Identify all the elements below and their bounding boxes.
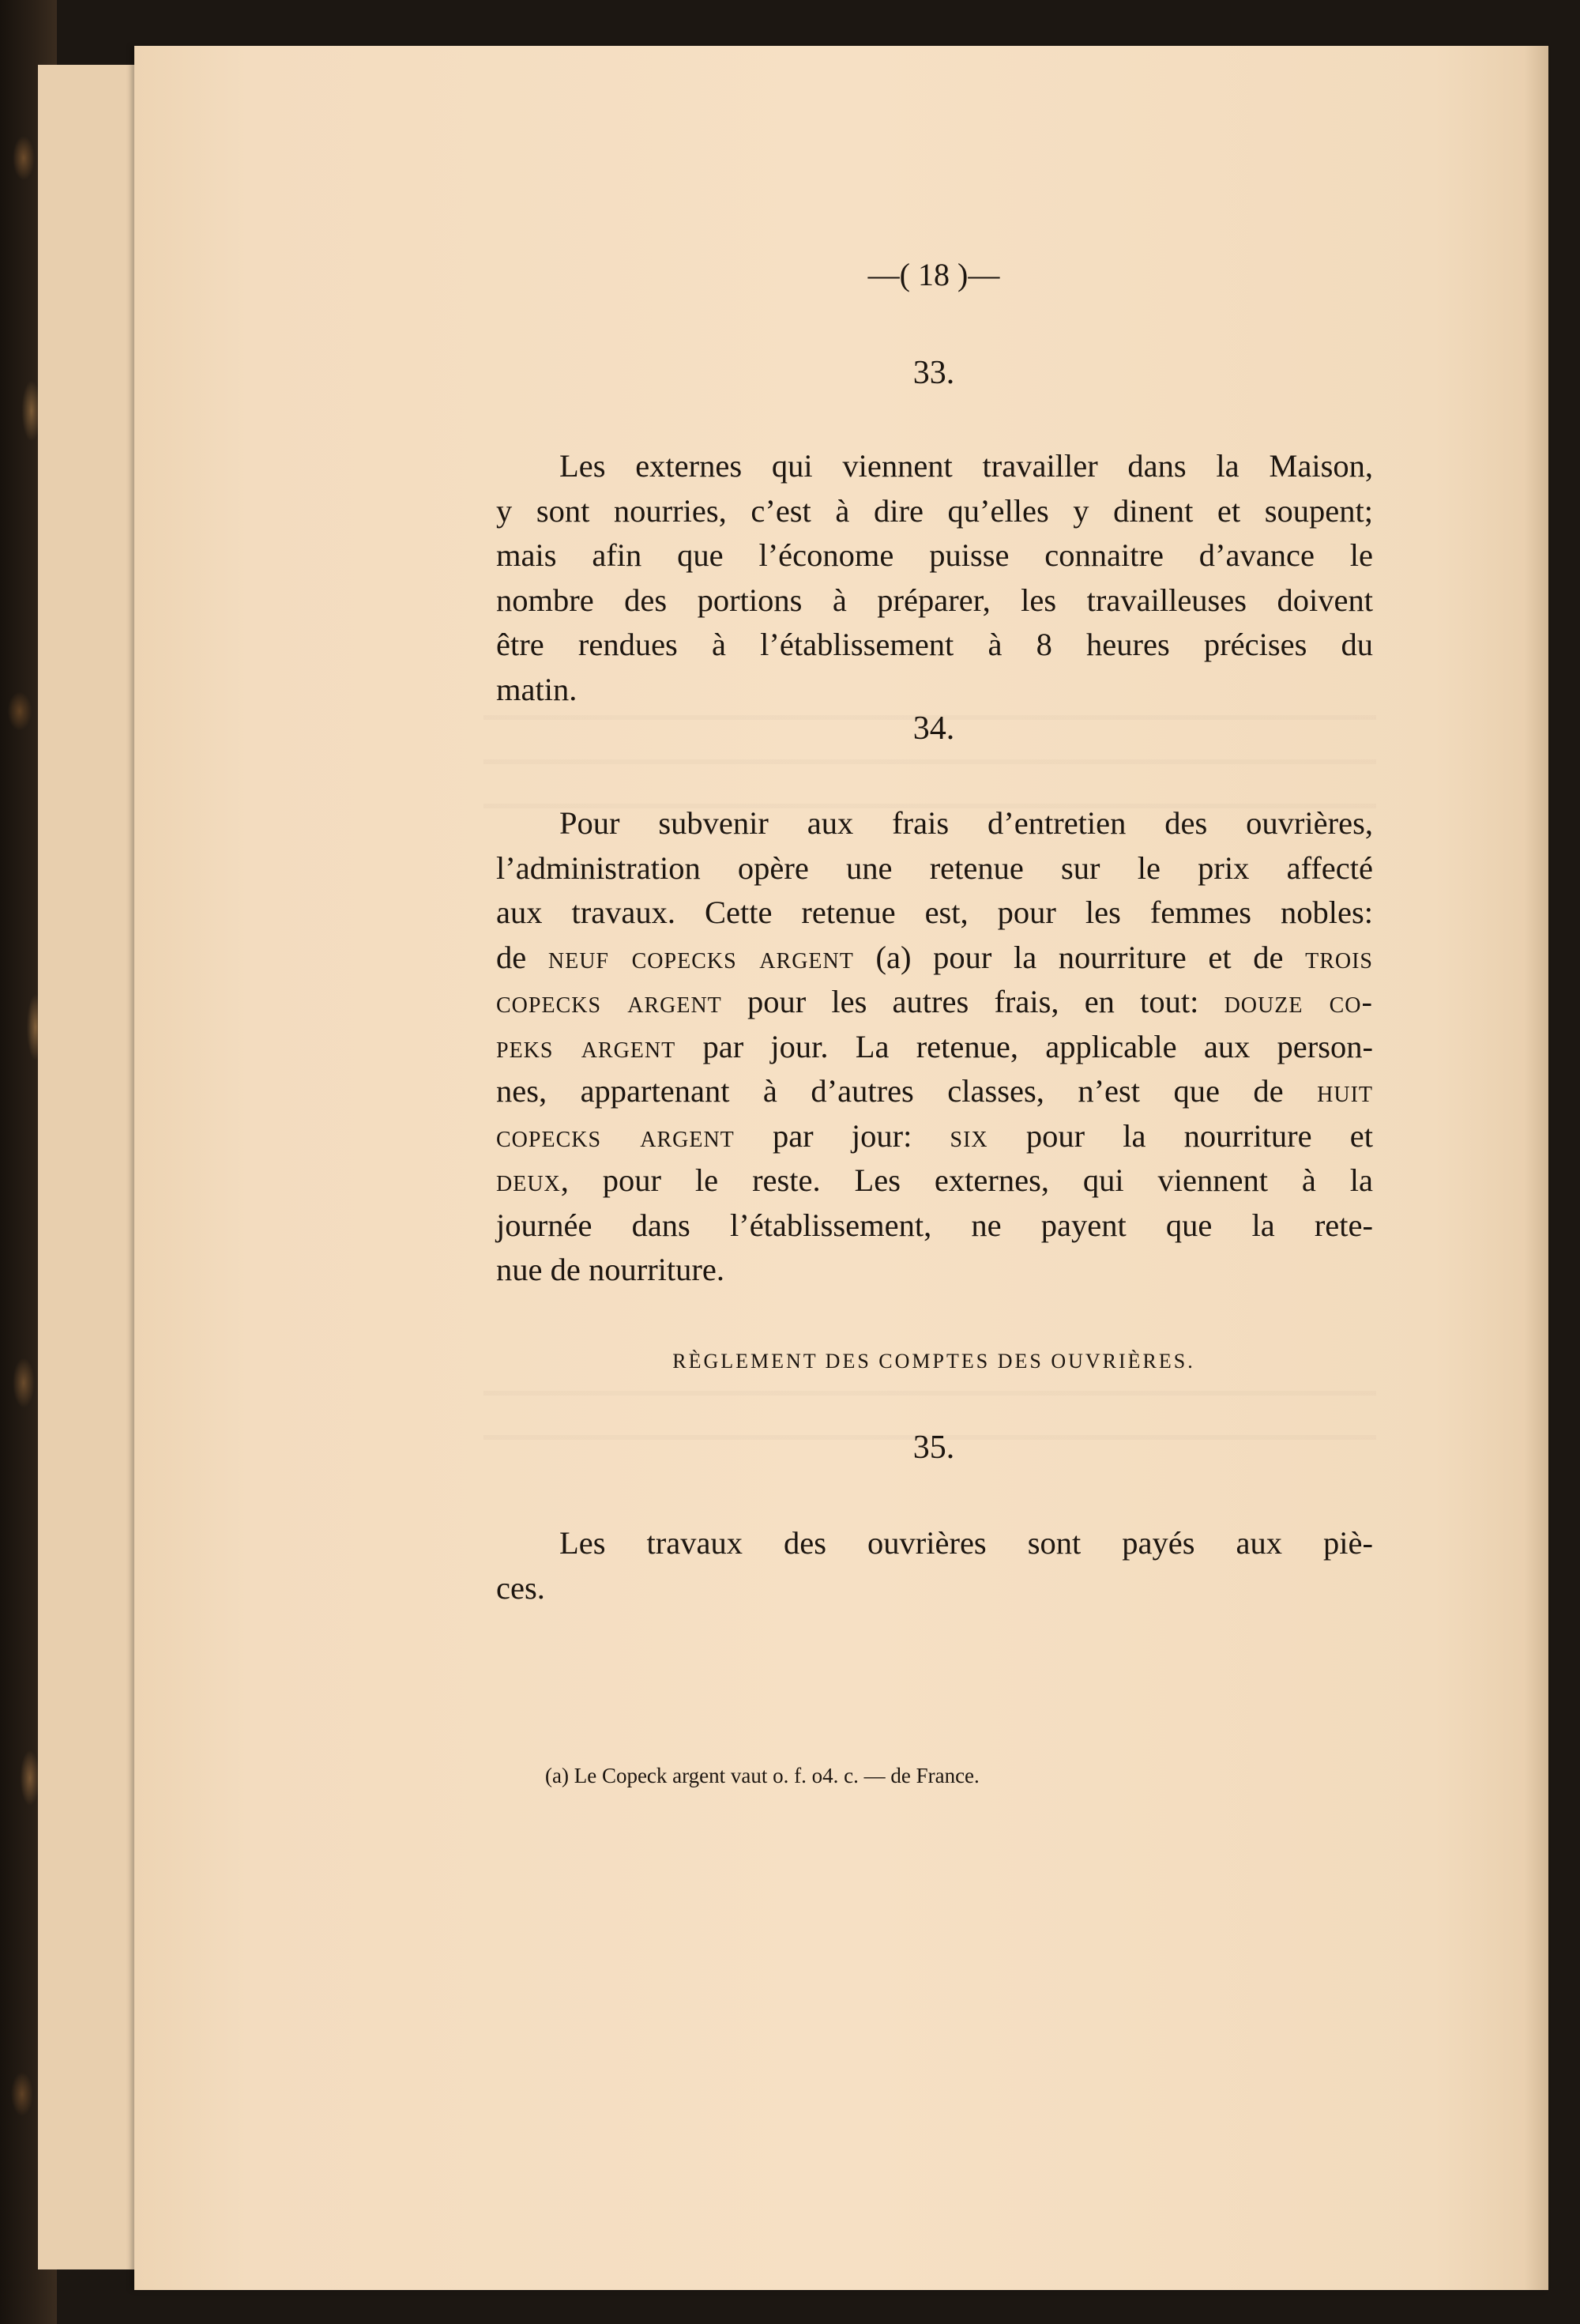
text-segment: peks argent [496, 1028, 676, 1064]
paragraph-article-34 [496, 801, 1373, 1293]
text-segment: pour la nourriture et [988, 1117, 1373, 1154]
text-line: matin. [496, 671, 577, 707]
paragraph-article-33 [496, 444, 1373, 712]
text-segment: huit [1317, 1073, 1373, 1109]
page-edge-shadow [1525, 46, 1548, 2290]
article-number-34: 34. [912, 710, 955, 747]
text-segment: l’administration opère une retenue sur le prix affecté [496, 849, 1373, 886]
text-line [496, 801, 1373, 846]
text-segment: par jour: [734, 1117, 950, 1154]
text-segment: copecks argent [496, 1117, 735, 1154]
text-line: y sont nourries, c’est à dire qu’elles y dinent et soupent; [496, 492, 1373, 529]
text-line [496, 1158, 1373, 1203]
text-line: nombre des portions à préparer, les travailleuses doivent [496, 582, 1373, 618]
text-line [496, 1069, 1373, 1114]
text-line [496, 1248, 1373, 1293]
text-segment: copecks argent [496, 984, 722, 1019]
text-line [496, 846, 1373, 891]
text-segment: Pour subvenir aux frais d’entretien des ouvrières, [559, 805, 1373, 841]
text-segment: douze co- [1224, 984, 1373, 1019]
text-line: Les externes qui viennent travailler dans la Maison, [559, 448, 1373, 484]
text-segment: pour les autres frais, en tout: [721, 984, 1224, 1019]
text-line [496, 936, 1373, 981]
text-segment: neuf copecks argent [547, 939, 854, 975]
text-segment: journée dans l’établissement, ne payent que la rete- [496, 1207, 1373, 1243]
paragraph-article-35 [496, 1521, 1373, 1610]
text-line [496, 980, 1373, 1025]
text-line [496, 1025, 1373, 1070]
text-line [496, 1203, 1373, 1249]
text-segment: , pour le reste. Les externes, qui viennent à la [560, 1162, 1373, 1198]
text-segment: (a) pour la nourriture et de [853, 939, 1306, 975]
text-line: Les travaux des ouvrières sont payés aux piè- [559, 1525, 1373, 1561]
page-number: —( 18 )— [867, 257, 1000, 292]
text-line [496, 1114, 1373, 1159]
section-heading: RÈGLEMENT DES COMPTES DES OUVRIÈRES. [672, 1350, 1195, 1373]
text-segment: aux travaux. Cette retenue est, pour les femmes nobles: [496, 895, 1373, 930]
text-line: mais afin que l’économe puisse connaitre d’avance le [496, 537, 1373, 573]
text-segment: par jour. La retenue, applicable aux person- [675, 1028, 1374, 1064]
text-segment: nes, appartenant à d’autres classes, n’est que de [496, 1073, 1318, 1109]
text-line: être rendues à l’établissement à 8 heures précises du [496, 627, 1373, 662]
article-number-33: 33. [912, 355, 955, 391]
text-segment: nue de nourriture. [496, 1252, 725, 1287]
text-line: ces. [496, 1569, 545, 1606]
text-segment: six [950, 1117, 988, 1154]
footnote: (a) Le Copeck argent vaut o. f. o4. c. — de France. [545, 1764, 980, 1787]
text-segment: deux [496, 1162, 561, 1198]
text-line [496, 891, 1373, 936]
text-segment: de [496, 939, 548, 975]
article-number-35: 35. [912, 1429, 955, 1466]
text-segment: trois [1305, 939, 1374, 975]
